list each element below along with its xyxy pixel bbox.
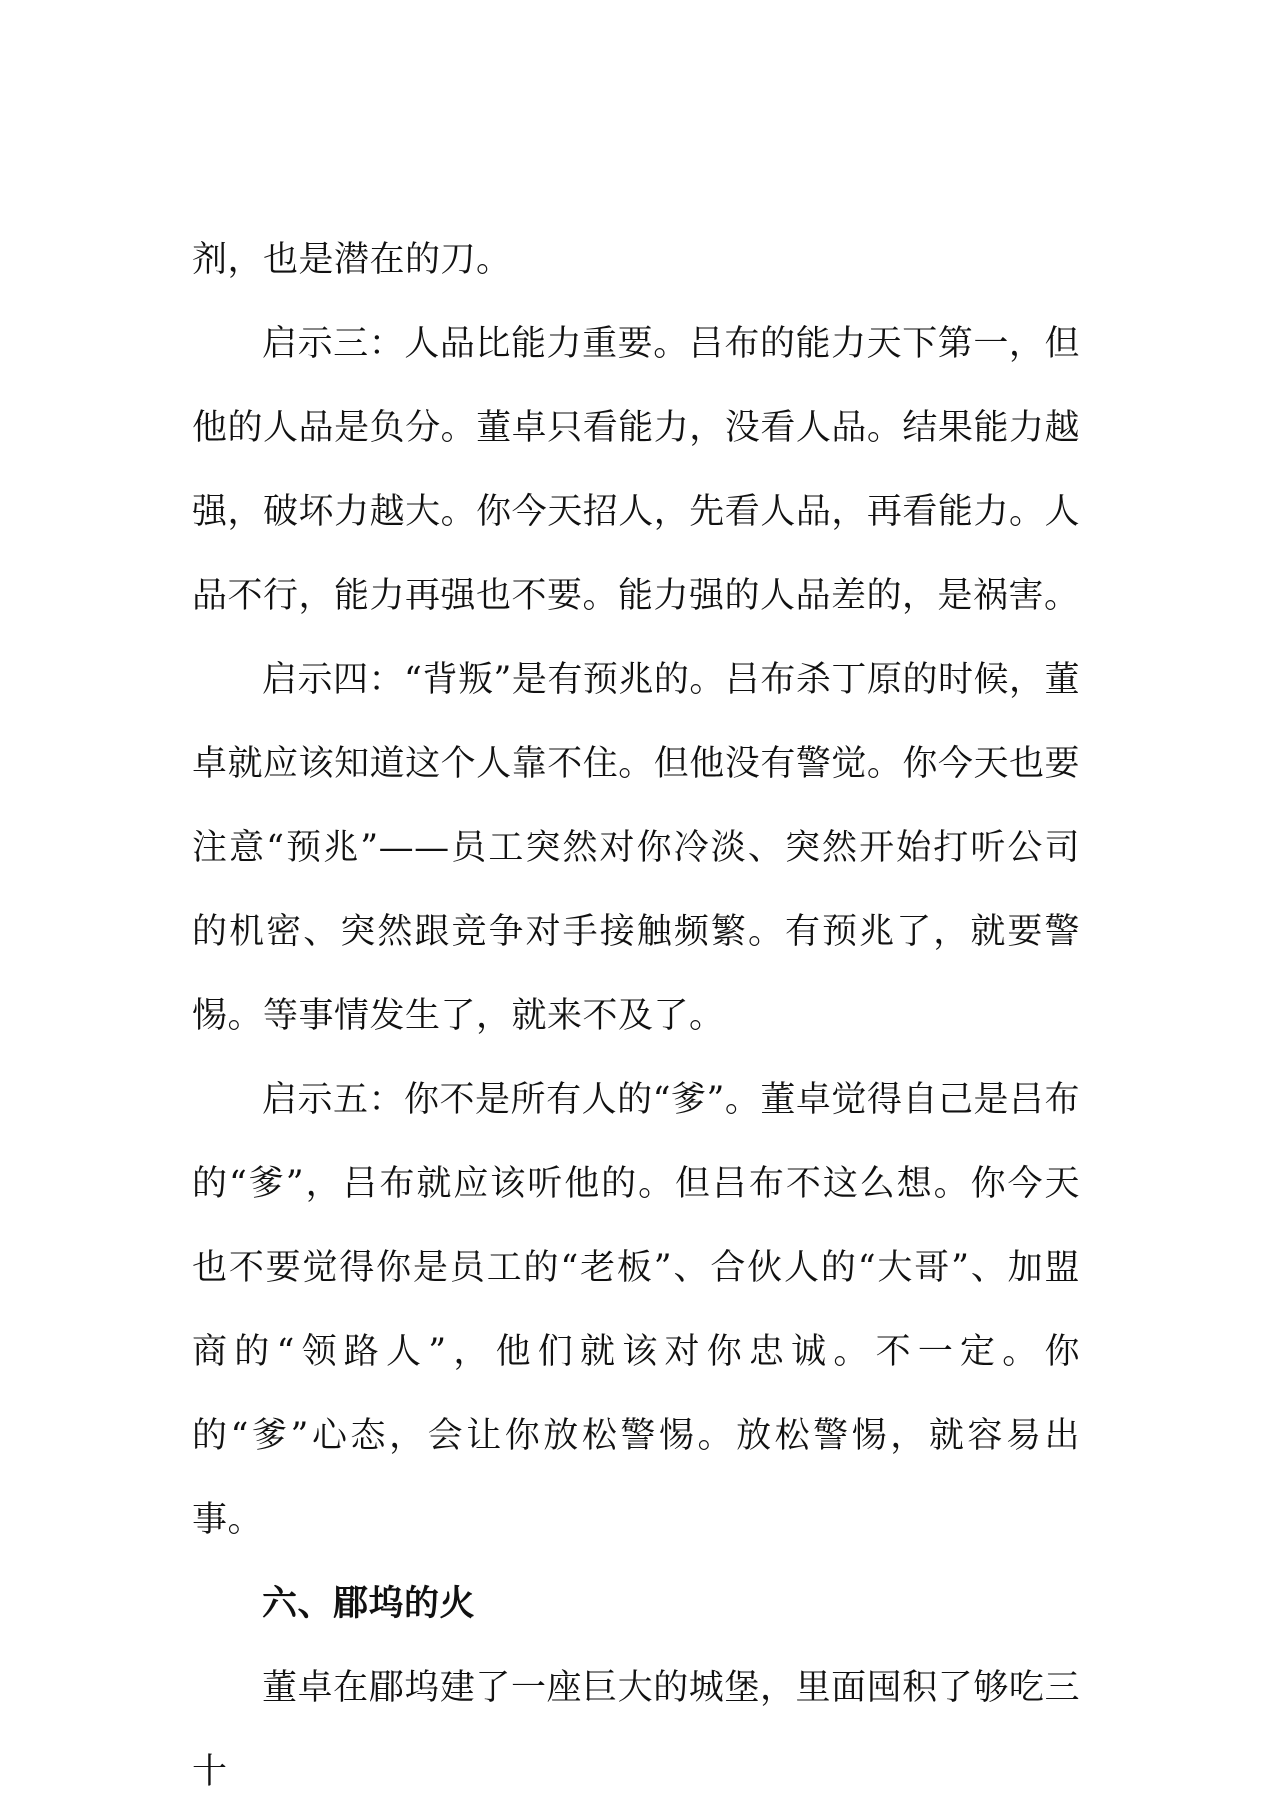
paragraph-insight-three: 启示三：人品比能力重要。吕布的能力天下第一，但他的人品是负分。董卓只看能力，没看人品。结果能力越强，破坏力越大。你今天招人，先看人品，再看能力。人品不行，能力再强也不要。能力强的人品差的，是祸害。: [192, 324, 1080, 616]
paragraph-insight-five: 启示五：你不是所有人的“爹”。董卓觉得自己是吕布的“爹”，吕布就应该听他的。但吕布不这么想。你今天也不要觉得你是员工的“老板”、合伙人的“大哥”、加盟商的“领路人”，他们就该对你忠诚。不一定。你的“爹”心态，会让你放松警惕。放松警惕，就容易出事。: [192, 1080, 1080, 1540]
paragraph-insight-four: 启示四：“背叛”是有预兆的。吕布杀丁原的时候，董卓就应该知道这个人靠不住。但他没有警觉。你今天也要注意“预兆”——员工突然对你冷淡、突然开始打听公司的机密、突然跟竞争对手接触频繁。有预兆了，就要警惕。等事情发生了，就来不及了。: [192, 660, 1080, 1036]
document-page: [192, 218, 1080, 1814]
paragraph-section-six-start: 董卓在郿坞建了一座巨大的城堡，里面囤积了够吃三十: [192, 1668, 1080, 1792]
section-heading: 六、郿坞的火: [262, 1583, 476, 1624]
paragraph-continuation: 剂，也是潜在的刀。: [192, 240, 512, 280]
